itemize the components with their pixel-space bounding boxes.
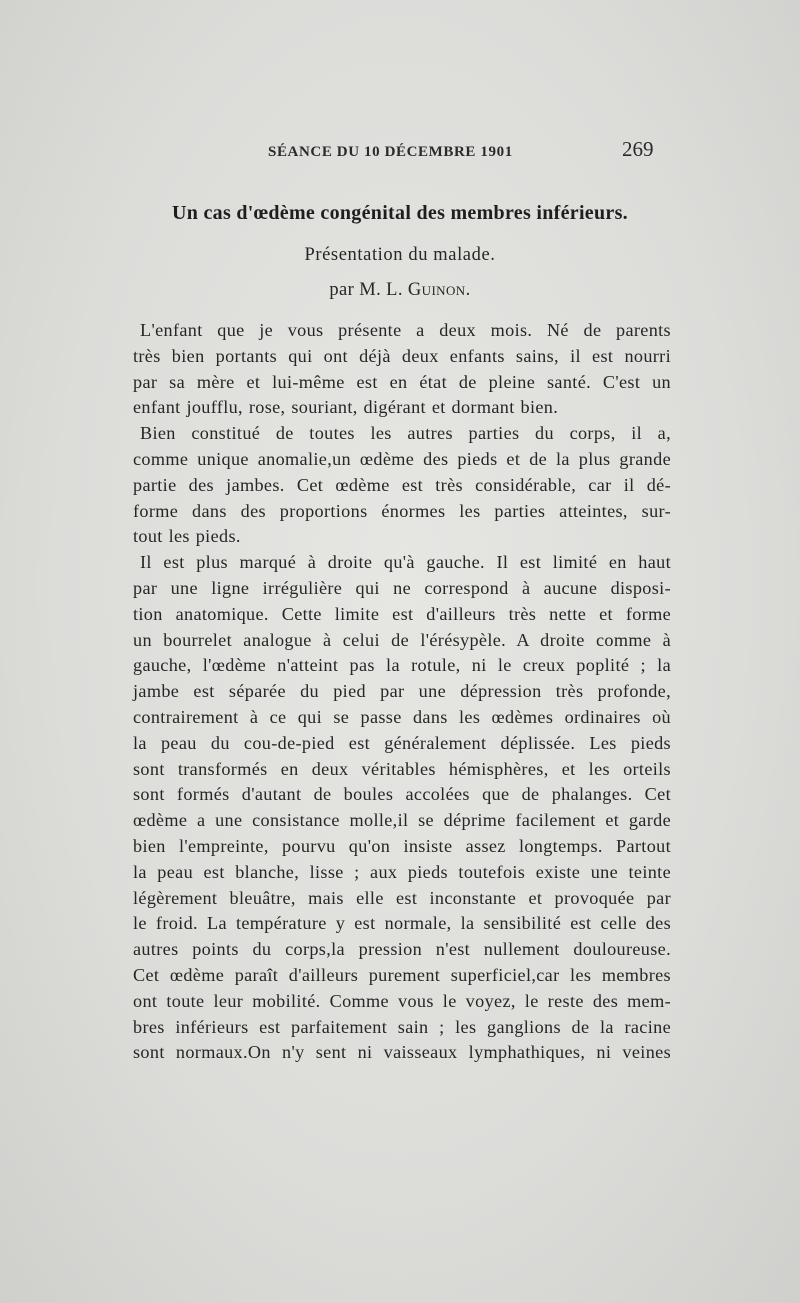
body-line: bien l'empreinte, pourvu qu'on insiste assez longtemps. Partout [133, 835, 671, 856]
body-line: autres points du corps,la pression n'est nullement douloureuse. [133, 939, 671, 960]
body-line: ont toute leur mobilité. Comme vous le voyez, le reste des mem- [133, 990, 671, 1011]
body-line: légèrement bleuâtre, mais elle est inconstante et provoquée par [133, 887, 671, 908]
body-line: sont normaux.On n'y sent ni vaisseaux lymphathiques, ni veines [133, 1042, 671, 1063]
page-number: 269 [622, 137, 654, 161]
body-line: tout les pieds. [133, 526, 241, 547]
body-line: très bien portants qui ont déjà deux enfants sains, il est nourri [133, 345, 671, 366]
body-line: comme unique anomalie,un œdème des pieds et de la plus grande [133, 448, 671, 469]
body-line: enfant joufflu, rose, souriant, digérant et dormant bien. [133, 397, 559, 418]
body-line: Il est plus marqué à droite qu'à gauche. Il est limité en haut [140, 552, 671, 573]
body-line: la peau du cou-de-pied est généralement déplissée. Les pieds [133, 732, 671, 753]
body-line: contrairement à ce qui se passe dans les œdèmes ordinaires où [133, 706, 671, 727]
body-line: par sa mère et lui-même est en état de pleine santé. C'est un [133, 371, 671, 392]
article-body [133, 318, 671, 1066]
body-line: un bourrelet analogue à celui de l'érésypèle. A droite comme à [133, 629, 671, 650]
body-line: par une ligne irrégulière qui ne correspond à aucune disposi- [133, 577, 671, 598]
body-line: tion anatomique. Cette limite est d'ailleurs très nette et forme [133, 603, 671, 624]
body-line: forme dans des proportions énormes les parties atteintes, sur- [133, 500, 671, 521]
body-line: le froid. La température y est normale, la sensibilité est celle des [133, 913, 671, 934]
article-title: Un cas d'œdème congénital des membres inférieurs. [172, 202, 628, 224]
body-line: Bien constitué de toutes les autres parties du corps, il a, [140, 423, 671, 444]
running-head: SÉANCE DU 10 DÉCEMBRE 1901 [268, 144, 513, 160]
body-line: jambe est séparée du pied par une dépression très profonde, [133, 681, 671, 702]
body-line: œdème a une consistance molle,il se déprime facilement et garde [133, 810, 671, 831]
body-line: L'enfant que je vous présente a deux mois. Né de parents [140, 320, 671, 340]
body-line: gauche, l'œdème n'atteint pas la rotule, ni le creux poplité ; la [133, 655, 671, 676]
body-line: partie des jambes. Cet œdème est très considérable, car il dé- [133, 474, 671, 495]
byline-prefix: par M. L. [329, 280, 408, 300]
author-name: Guinon [407, 280, 466, 300]
body-line: la peau est blanche, lisse ; aux pieds toutefois existe une teinte [133, 861, 671, 882]
body-line: sont transformés en deux véritables hémisphères, et les orteils [133, 758, 671, 779]
body-line: Cet œdème paraît d'ailleurs purement superficiel,car les membres [133, 964, 671, 985]
author-byline [130, 280, 670, 301]
article-subtitle: Présentation du malade. [304, 245, 496, 265]
body-line: bres inférieurs est parfaitement sain ; les ganglions de la racine [133, 1016, 671, 1037]
byline-suffix: . [465, 280, 471, 300]
body-line: sont formés d'autant de boules accolées que de phalanges. Cet [133, 784, 671, 805]
